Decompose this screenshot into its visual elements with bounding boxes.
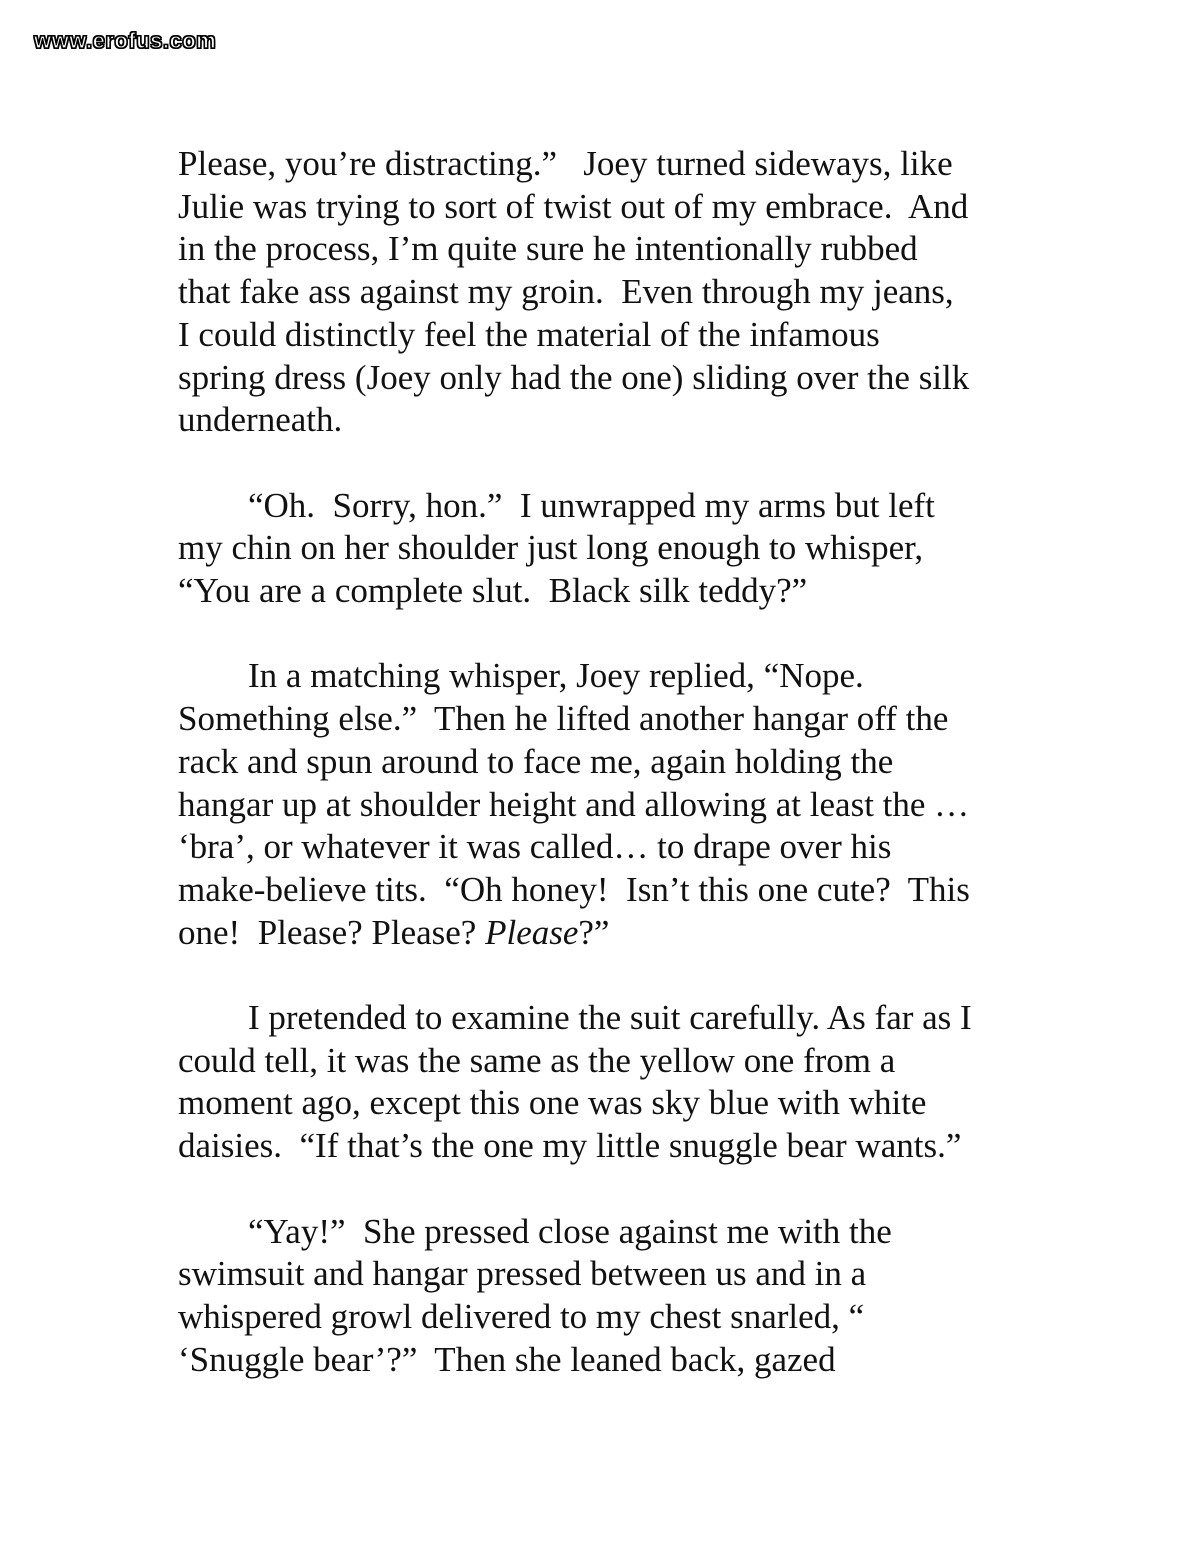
- paragraph-3: [178, 655, 1038, 954]
- text-line: hangar up at shoulder height and allowing at least the …: [178, 784, 970, 824]
- text-line: daisies. “If that’s the one my little snuggle bear wants.”: [178, 1126, 962, 1166]
- text-segment: ?”: [578, 912, 610, 952]
- text-line: swimsuit and hangar pressed between us and in a: [178, 1254, 867, 1294]
- text-line: ‘bra’, or whatever it was called… to drape over his: [178, 827, 892, 867]
- text-line: “Oh. Sorry, hon.” I unwrapped my arms but left: [248, 485, 935, 525]
- paragraph-1: [178, 143, 1038, 442]
- text-line: my chin on her shoulder just long enough to whisper,: [178, 528, 924, 568]
- text-segment: one! Please? Please?: [178, 912, 486, 952]
- text-line: make-believe tits. “Oh honey! Isn’t this one cute? This: [178, 869, 970, 909]
- paragraph-spacer: [178, 1168, 1038, 1211]
- text-line: spring dress (Joey only had the one) sliding over the silk: [178, 357, 970, 397]
- text-line: in the process, I’m quite sure he intentionally rubbed: [178, 229, 918, 269]
- text-line: ‘Snuggle bear’?” Then she leaned back, gazed: [178, 1339, 836, 1379]
- text-line: “Yay!” She pressed close against me with the: [248, 1211, 892, 1251]
- page-body: [178, 143, 1038, 1381]
- text-line: In a matching whisper, Joey replied, “Nope.: [248, 656, 864, 696]
- text-line: moment ago, except this one was sky blue with white: [178, 1083, 927, 1123]
- paragraph-spacer: [178, 442, 1038, 485]
- text-line: whispered growl delivered to my chest snarled, “: [178, 1296, 865, 1336]
- paragraph-2: [178, 485, 1038, 613]
- text-line: Something else.” Then he lifted another hangar off the: [178, 699, 949, 739]
- paragraph-4: [178, 997, 1038, 1168]
- text-line: “You are a complete slut. Black silk teddy?”: [178, 571, 808, 611]
- italic-emphasis: Please: [485, 912, 579, 952]
- paragraph-spacer: [178, 954, 1038, 997]
- text-line: I could distinctly feel the material of the infamous: [178, 314, 880, 354]
- text-line: Julie was trying to sort of twist out of my embrace. And: [178, 186, 969, 226]
- text-line: [178, 912, 1038, 955]
- paragraph-spacer: [178, 613, 1038, 656]
- paragraph-5: [178, 1211, 1038, 1382]
- text-line: Please, you’re distracting.” Joey turned sideways, like: [178, 144, 953, 183]
- text-line: I pretended to examine the suit carefully. As far as I: [248, 998, 972, 1038]
- text-line: could tell, it was the same as the yellow one from a: [178, 1040, 896, 1080]
- text-line: underneath.: [178, 400, 343, 440]
- text-line: that fake ass against my groin. Even through my jeans,: [178, 272, 954, 312]
- watermark-text: www.erofus.com: [34, 28, 217, 53]
- text-line: rack and spun around to face me, again holding the: [178, 741, 894, 781]
